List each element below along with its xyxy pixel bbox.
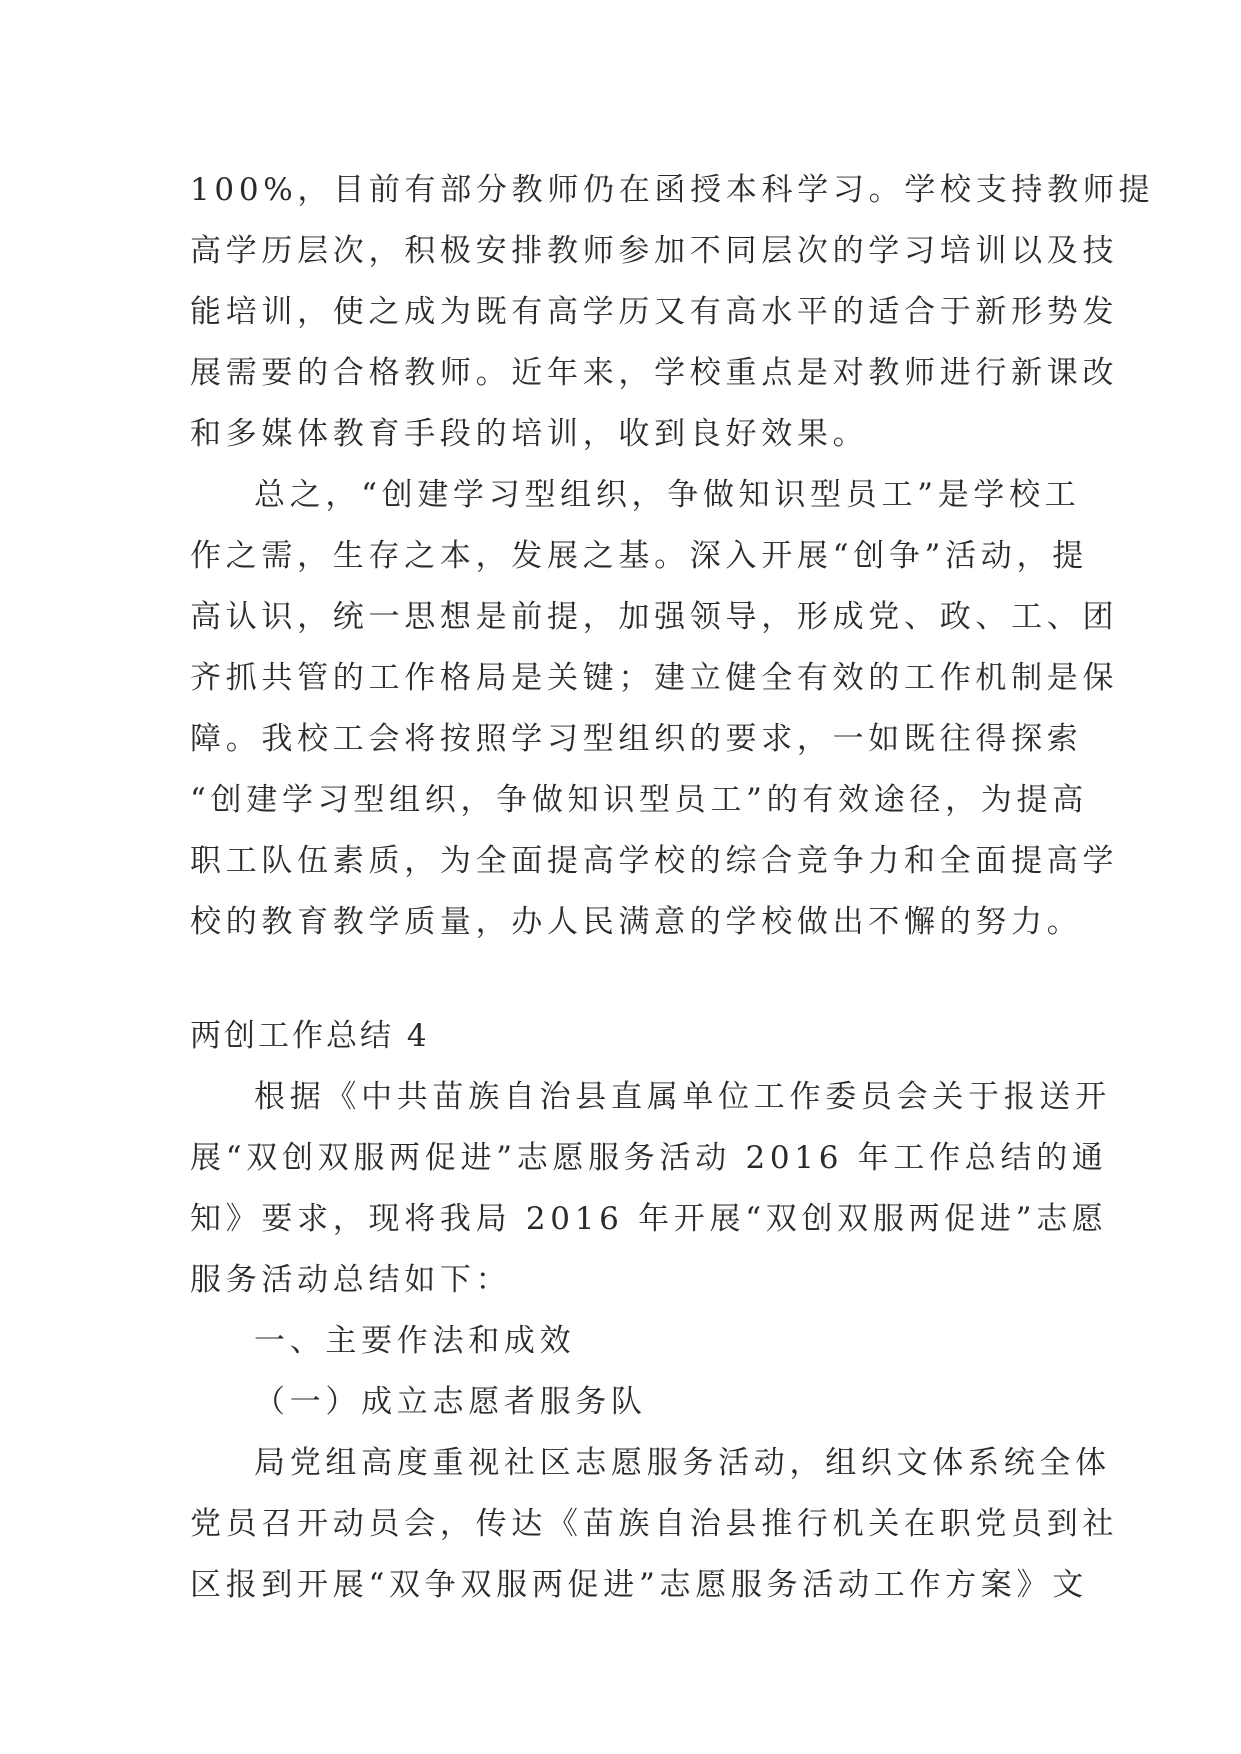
heading-volunteer-team: （一）成立志愿者服务队 — [254, 1384, 647, 1420]
paragraph-3 — [190, 1067, 1111, 1311]
text-line: 作之需，生存之本，发展之基。深入开展“创争”活动，提 — [190, 538, 1088, 574]
text-line: 服务活动总结如下： — [190, 1262, 512, 1298]
section-title: 两创工作总结 4 — [190, 1018, 430, 1054]
text-line: 高认识，统一思想是前提，加强领导，形成党、政、工、团 — [190, 599, 1119, 635]
text-line: 党员召开动员会，传达《苗族自治县推行机关在职党员到社 — [190, 1506, 1119, 1542]
text-line: 展“双创双服两促进”志愿服务活动 2016 年工作总结的通 — [190, 1140, 1108, 1176]
text-line: 校的教育教学质量，办人民满意的学校做出不懈的努力。 — [190, 904, 1083, 940]
section-spacer — [190, 953, 1050, 1006]
text-line: 区报到开展“双争双服两促进”志愿服务活动工作方案》文 — [190, 1567, 1088, 1603]
paragraph-1 — [190, 160, 1155, 465]
document-body — [190, 160, 1155, 1616]
heading-main-practices: 一、主要作法和成效 — [254, 1323, 576, 1359]
paragraph-2 — [190, 465, 1119, 953]
text-line: 障。我校工会将按照学习型组织的要求，一如既往得探索 — [190, 721, 1083, 757]
paragraph-4 — [190, 1433, 1119, 1616]
text-line: 局党组高度重视社区志愿服务活动，组织文体系统全体 — [254, 1445, 1111, 1481]
text-line: 和多媒体教育手段的培训，收到良好效果。 — [190, 416, 869, 452]
text-line: 齐抓共管的工作格局是关键；建立健全有效的工作机制是保 — [190, 660, 1119, 696]
text-line: “创建学习型组织，争做知识型员工”的有效途径，为提高 — [190, 782, 1088, 818]
text-line: 100%，目前有部分教师仍在函授本科学习。学校支持教师提 — [190, 172, 1155, 208]
text-line: 总之，“创建学习型组织，争做知识型员工”是学校工 — [254, 477, 1081, 513]
text-line: 能培训，使之成为既有高学历又有高水平的适合于新形势发 — [190, 294, 1119, 330]
text-line: 展需要的合格教师。近年来，学校重点是对教师进行新课改 — [190, 355, 1119, 391]
text-line: 职工队伍素质，为全面提高学校的综合竞争力和全面提高学 — [190, 843, 1119, 879]
text-line: 高学历层次，积极安排教师参加不同层次的学习培训以及技 — [190, 233, 1119, 269]
text-line: 根据《中共苗族自治县直属单位工作委员会关于报送开 — [254, 1079, 1111, 1115]
text-line: 知》要求，现将我局 2016 年开展“双创双服两促进”志愿 — [190, 1201, 1108, 1237]
